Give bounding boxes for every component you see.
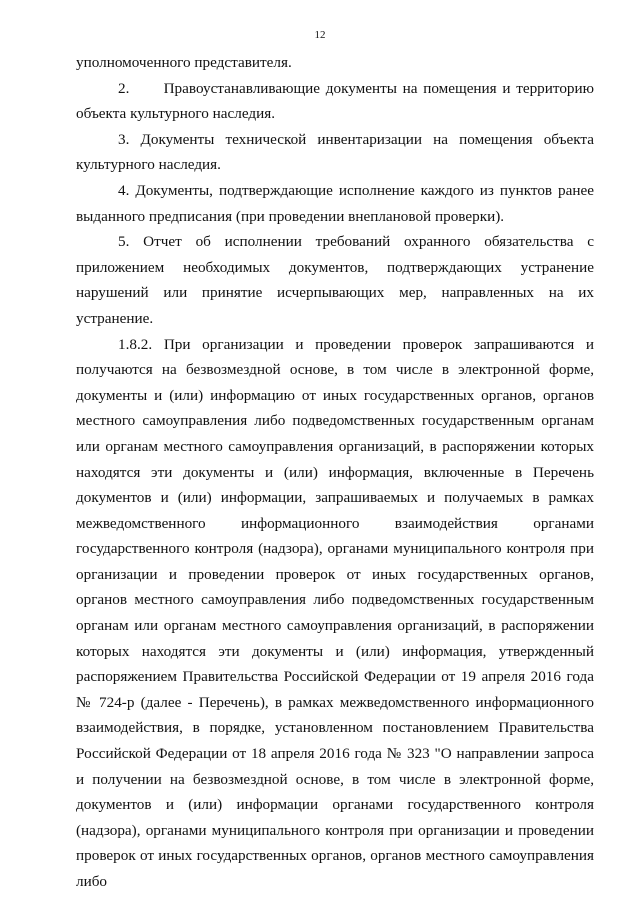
paragraph-section-1-8-2: 1.8.2. При организации и проведении проверок запрашиваются и получаются на безвозмездной основе, в том числе в электронной форме, документы и (или) информацию от иных государственных органов, органов местного самоуправления либо подведомственных государственным органам или органам местного самоуправления организаций, в распоряжении которых находятся эти документы и (или) информация, включенные в Перечень документов и (или) информации, запрашиваемых и получаемых в рамках межведомственного информационного взаимодействия органами государственного контроля (надзора), органами муниципального контроля при организации и проведении проверок от иных государственных органов, органов местного самоуправления либо подведомственных государственным органам или органам местного самоуправления организаций, в распоряжении которых находятся эти документы и (или) информация, утвержденный распоряжением Правительства Российской Федерации от 19 апреля 2016 года № 724-р (далее - Перечень), в рамках межведомственного информационного взаимодействия, в порядке, установленном постановлением Правительства Российской Федерации от 18 апреля 2016 года № 323 "О направлении запроса и получении на безвозмездной основе, в том числе в электронной форме, документов и (или) информации органами государственного контроля (надзора), органами муниципального контроля при организации и проведении проверок от иных государственных органов, органов местного самоуправления либо <box>76 335 594 890</box>
paragraph-continuation: уполномоченного представителя. <box>76 54 292 71</box>
paragraph-item-2: 2. Правоустанавливающие документы на помещения и территорию объекта культурного наследия. <box>76 79 594 123</box>
document-body <box>76 50 594 895</box>
paragraph-item-4: 4. Документы, подтверждающие исполнение каждого из пунктов ранее выданного предписания (при проведении внеплановой проверки). <box>76 181 594 225</box>
page-number: 12 <box>314 29 326 41</box>
paragraph-item-5: 5. Отчет об исполнении требований охранного обязательства с приложением необходимых документов, подтверждающих устранение нарушений или принятие исчерпывающих мер, направленных на их устранение. <box>76 233 594 327</box>
paragraph-item-3: 3. Документы технической инвентаризации на помещения объекта культурного наследия. <box>76 130 594 174</box>
